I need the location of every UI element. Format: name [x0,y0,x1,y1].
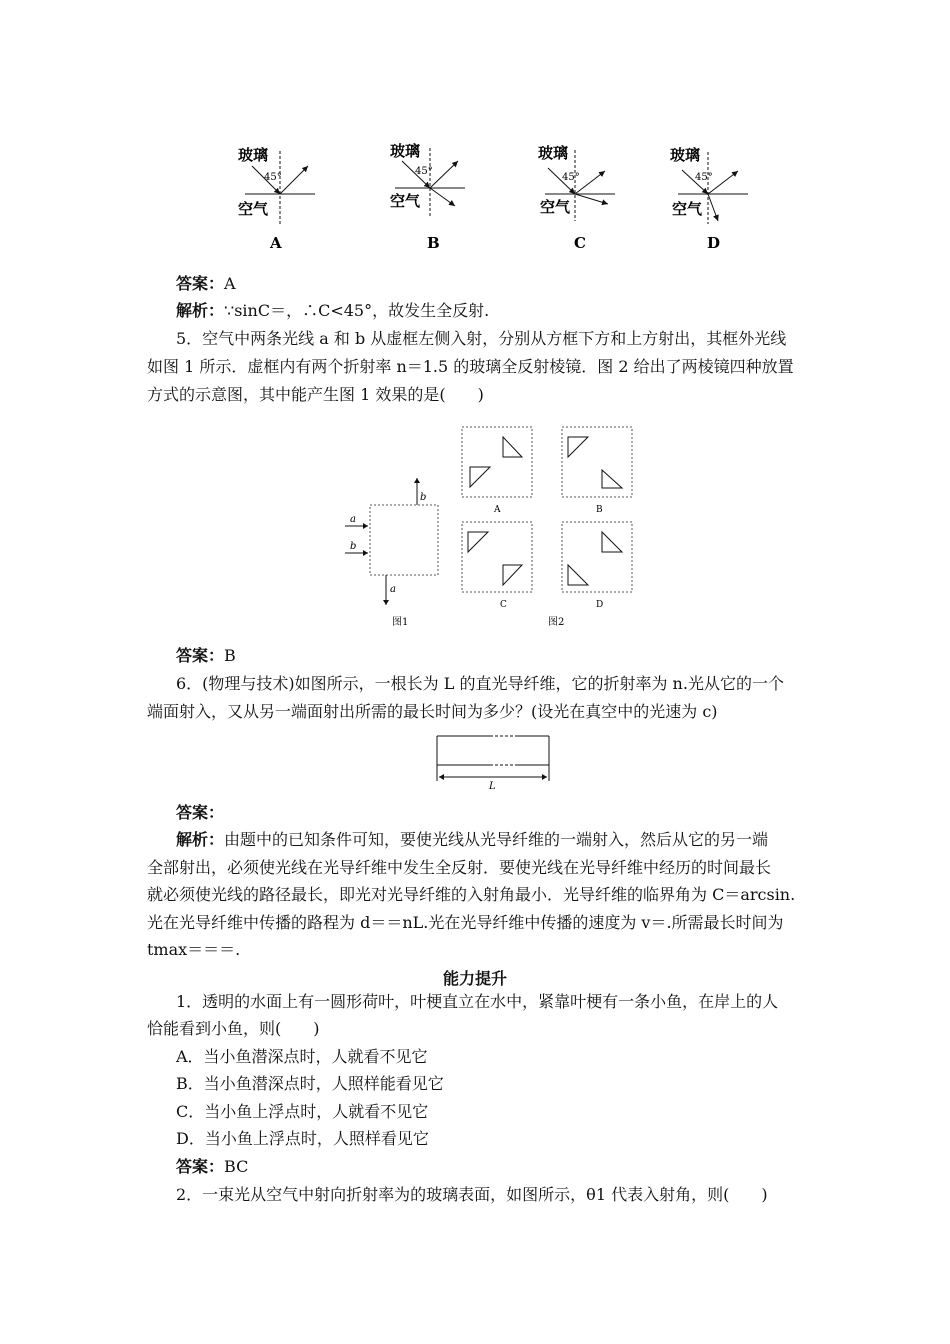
svg-text:B: B [427,234,440,252]
svg-text:图2: 图2 [548,617,565,628]
svg-text:A: A [494,505,501,515]
svg-text:空气: 空气 [390,192,421,210]
q6-text-2: 端面射入，又从另一端面射出所需的最长时间为多少？(设光在真空中的光速为 c) [147,702,718,721]
refraction-options-figure [230,136,760,256]
q5-text-2: 如图 1 所示．虚框内有两个折射率 n＝1.5 的玻璃全反射棱镜．图 2 给出了两棱镜四种放置 [147,357,794,376]
q4-analysis: 解析：∵sinC＝，∴C<45°，故发生全反射. [176,301,490,320]
q6-analysis-5: tmax＝＝＝. [147,940,241,959]
p2-text-1: 2．一束光从空气中射向折射率为的玻璃表面，如图所示，θ1 代表入射角，则( ) [176,1185,768,1204]
p1-option-a: A．当小鱼潜深点时，人就看不见它 [176,1047,428,1066]
diagram-d [670,146,748,252]
prism-figure [340,420,640,635]
q6-analysis-3: 就必须使光线的路径最长，即光对光导纤维的入射角最小．光导纤维的临界角为 C＝arcsin. [147,885,796,904]
figure-1 [345,478,438,628]
svg-text:C: C [500,600,507,610]
diagram-c [538,144,615,252]
svg-text:玻璃: 玻璃 [538,144,569,162]
svg-text:空气: 空气 [540,198,571,216]
q6-analysis-2: 全部射出，必须使光线在光导纤维中发生全反射．要使光线在光导纤维中经历的时间最长 [147,858,772,877]
q6-analysis-1: 解析：由题中的已知条件可知，要使光线从光导纤维的一端射入，然后从它的另一端 [176,830,769,849]
svg-text:B: B [596,505,603,515]
q4-answer: 答案：A [176,274,236,293]
figure-2-option-a [462,427,532,515]
q6-text-1: 6．(物理与技术)如图所示，一根长为 L 的直光导纤维，它的折射率为 n.光从它的一个 [176,674,784,693]
svg-text:A: A [270,234,282,252]
svg-text:45°: 45° [264,172,282,183]
p1-option-c: C．当小鱼上浮点时，人就看不见它 [176,1102,429,1121]
svg-text:a: a [350,514,356,525]
svg-text:45°: 45° [415,166,433,177]
diagram-b [390,142,465,252]
q6-analysis-4: 光在光导纤维中传播的路程为 d＝＝nL.光在光导纤维中传播的速度为 v＝.所需最长时间为 [147,913,784,932]
q6-answer: 答案： [176,803,225,822]
q5-text-1: 5．空气中两条光线 a 和 b 从虚框左侧入射，分别从方框下方和上方射出，其框外光线 [176,329,787,348]
figure-2-option-c [462,522,532,610]
svg-text:45°: 45° [695,172,713,183]
figure-2-option-d [562,522,632,610]
svg-text:b: b [420,492,427,503]
svg-text:空气: 空气 [238,200,269,218]
q5-text-3: 方式的示意图，其中能产生图 1 效果的是( ) [147,385,484,404]
svg-text:C: C [574,234,586,252]
q5-answer: 答案：B [176,646,236,665]
svg-text:玻璃: 玻璃 [670,146,701,164]
svg-text:图1: 图1 [392,617,409,628]
p1-option-d: D．当小鱼上浮点时，人照样看见它 [176,1129,429,1148]
svg-text:D: D [596,600,604,610]
figure-2-option-b [562,427,632,515]
optical-fiber-figure [435,733,555,793]
svg-text:玻璃: 玻璃 [390,142,421,160]
svg-text:a: a [390,584,396,595]
p1-text-2: 恰能看到小鱼，则( ) [147,1019,320,1038]
p1-option-b: B．当小鱼潜深点时，人照样能看见它 [176,1074,444,1093]
p1-answer: 答案：BC [176,1157,249,1176]
p1-text-1: 1．透明的水面上有一圆形荷叶，叶梗直立在水中，紧靠叶梗有一条小鱼，在岸上的人 [176,992,779,1011]
svg-text:玻璃: 玻璃 [238,146,269,164]
svg-text:D: D [707,234,721,252]
svg-text:45°: 45° [562,172,580,183]
svg-text:b: b [350,541,357,552]
diagram-a [238,146,315,252]
svg-text:L: L [489,781,496,792]
svg-text:空气: 空气 [672,200,703,218]
section-title: 能力提升 [442,969,507,988]
